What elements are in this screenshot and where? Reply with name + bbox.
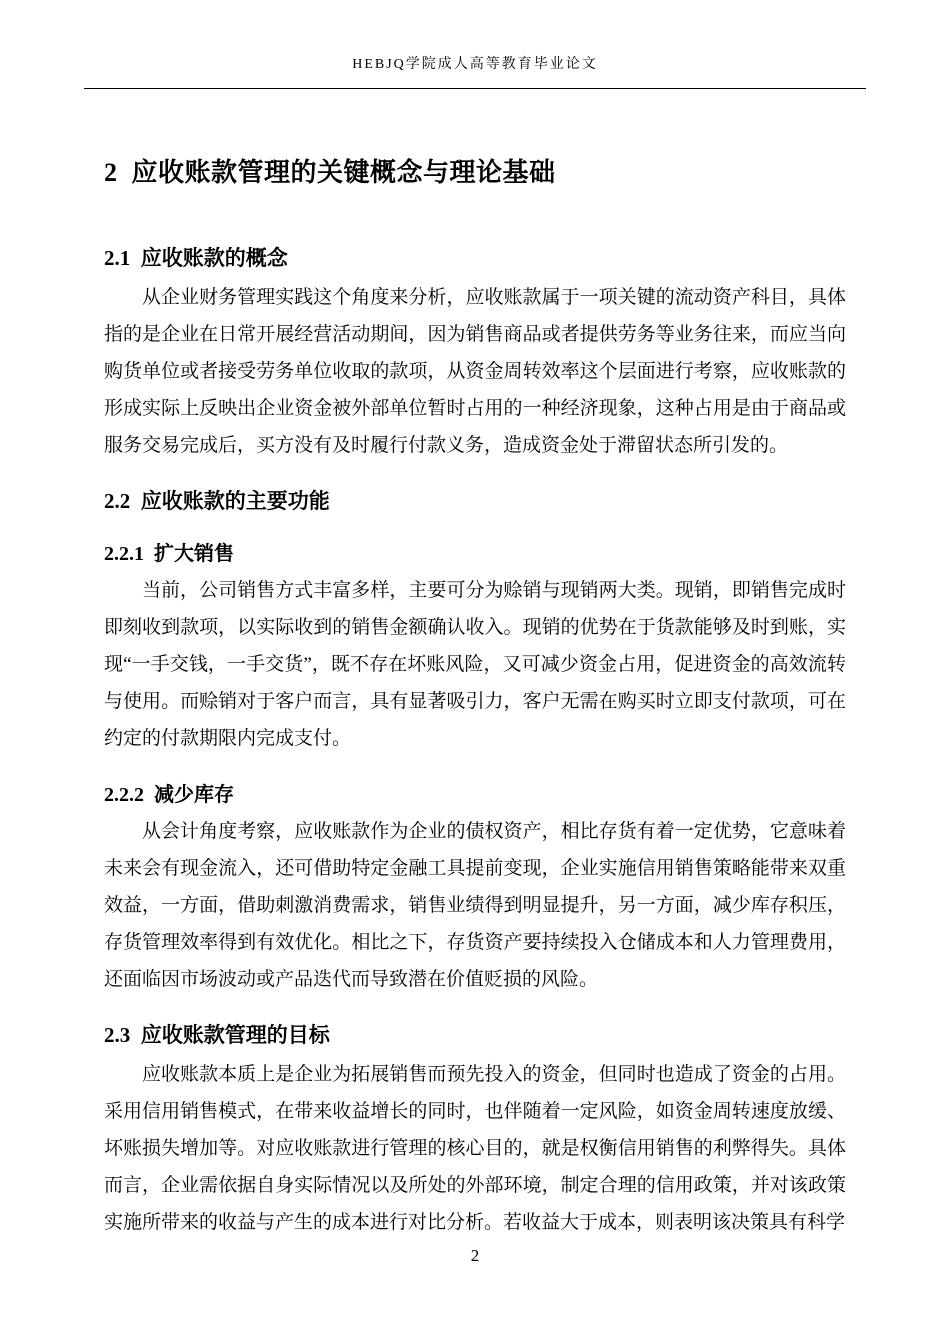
- section-heading-2-1: 2.1 应收账款的概念: [104, 246, 288, 270]
- document-body: [0, 155, 950, 1241]
- page-number: 2: [470, 1246, 480, 1265]
- section-heading-2-2: 2.2 应收账款的主要功能: [104, 489, 330, 513]
- paragraph-2-3: 应收账款本质上是企业为拓展销售而预先投入的资金，但同时也造成了资金的占用。采用信用销售模式，在带来收益增长的同时，也伴随着一定风险，如资金周转速度放缓、坏账损失增加等。对应收账款进行管理的核心目的，就是权衡信用销售的利弊得失。具体而言，企业需依据自身实际情况以及所处的外部环境，制定合理的信用政策，并对该政策实施所带来的收益与产生的成本进行对比分析。若收益大于成本，则表明该决策具有科学: [104, 1064, 846, 1233]
- paragraph-2-2-2: 从会计角度考察，应收账款作为企业的债权资产，相比存货有着一定优势，它意味着未来会有现金流入，还可借助特定金融工具提前变现，企业实施信用销售策略能带来双重效益，一方面，借助刺激消费需求，销售业绩得到明显提升，另一方面，减少库存积压，存货管理效率得到有效优化。相比之下，存货资产要持续投入仓储成本和人力管理费用，还面临因市场波动或产品迭代而导致潜在价值贬损的风险。: [104, 821, 846, 990]
- page-header: [0, 0, 950, 89]
- subsection-heading-2-2-1: 2.2.1 扩大销售: [104, 543, 234, 565]
- header-rule: [84, 88, 866, 89]
- header-title: HEBJQ学院成人高等教育毕业论文: [352, 57, 598, 72]
- chapter-heading: 2 应收账款管理的关键概念与理论基础: [104, 158, 556, 187]
- paragraph-2-1: 从企业财务管理实践这个角度来分析，应收账款属于一项关键的流动资产科目，具体指的是企业在日常开展经营活动期间，因为销售商品或者提供劳务等业务往来，而应当向购货单位或者接受劳务单位收取的款项，从资金周转效率这个层面进行考察，应收账款的形成实际上反映出企业资金被外部单位暂时占用的一种经济现象，这种占用是由于商品或服务交易完成后，买方没有及时履行付款义务，造成资金处于滞留状态所引发的。: [104, 287, 846, 456]
- page-footer: [0, 1246, 950, 1266]
- section-heading-2-3: 2.3 应收账款管理的目标: [104, 1023, 330, 1047]
- subsection-heading-2-2-2: 2.2.2 减少库存: [104, 784, 234, 806]
- paragraph-2-2-1: 当前，公司销售方式丰富多样，主要可分为赊销与现销两大类。现销，即销售完成时即刻收到款项，以实际收到的销售金额确认收入。现销的优势在于货款能够及时到账，实现“一手交钱，一手交货”，既不存在坏账风险，又可减少资金占用，促进资金的高效流转与使用。而赊销对于客户而言，具有显著吸引力，客户无需在购买时立即支付款项，可在约定的付款期限内完成支付。: [104, 580, 846, 749]
